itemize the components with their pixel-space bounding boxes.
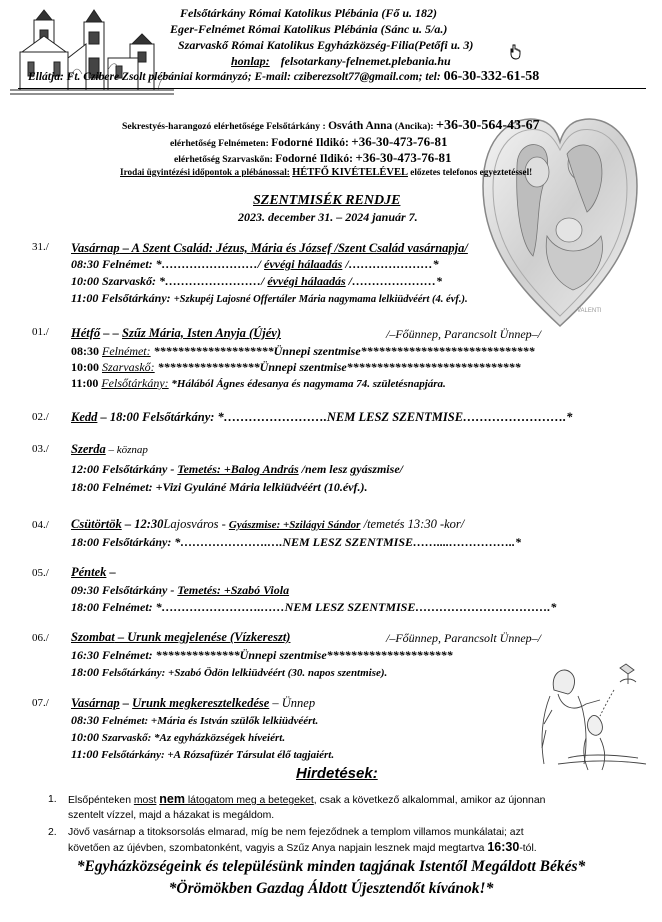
mass-line: [71, 274, 442, 289]
mass-time: 18:00: [71, 665, 99, 679]
day-dash: – –: [100, 326, 123, 340]
feast-name: – A Szent Család: Jézus, Mária és József /Szent Család vasárnapja/: [119, 241, 468, 255]
mass-time: 08:30: [71, 257, 99, 271]
mass-line: [71, 480, 367, 495]
mass-intention: évvégi hálaadás: [264, 257, 343, 271]
ann-text: Elsőpénteken: [68, 795, 134, 806]
sexton-contact: [122, 118, 540, 134]
szarvasko-phone: +36-30-473-76-81: [355, 150, 452, 165]
mass-time: 12:00: [71, 462, 99, 476]
mass-place: Lajosváros -: [163, 517, 229, 531]
funeral-name: Temetés: +Balog András: [177, 462, 299, 476]
mass-line: [71, 713, 318, 728]
mass-text: Felsőtárkány -: [99, 583, 178, 597]
mass-text: Szarvaskő: *……………………/: [99, 274, 268, 288]
day-name: Vasárnap: [71, 241, 120, 255]
felnemet-label: elérhetőség Felnémeten:: [170, 138, 269, 149]
mass-text: Felsőtárkány: *………………….….NEM LESZ SZENTMISE……....……………..*: [99, 535, 522, 549]
office-hours-label: Irodai ügyintézési időpontok a plébánossal:: [120, 167, 290, 177]
mass-place: Felsőtárkány:: [101, 376, 169, 390]
holy-family-image: [477, 106, 643, 332]
mass-intention: *Hálából Ágnes édesanya és nagymama 74. születésnapjára.: [168, 378, 446, 390]
mass-time: – 12:30: [121, 517, 164, 531]
contact-line: [28, 69, 539, 85]
mass-time: 11:00: [71, 291, 99, 305]
mass-time: 10:00: [71, 360, 99, 374]
mass-time: 11:00: [71, 376, 99, 390]
mass-text-tail: /…………………*: [345, 274, 443, 288]
day-number: 04./: [32, 519, 49, 531]
office-hours-note: előzetes telefonos egyeztetéssel!: [410, 167, 533, 177]
day-dash: –: [106, 565, 116, 579]
mass-line: [71, 665, 387, 680]
phone-number: 06-30-332-61-58: [443, 69, 540, 84]
mass-place: Szarvaskő:: [102, 360, 155, 374]
mass-text: Felnémet: +Vizi Gyuláné Mária lelkiüdvéért (10.évf.).: [99, 480, 368, 494]
announcement-number: 1.: [48, 794, 57, 805]
szarvasko-contact: [174, 150, 452, 166]
mass-line: [71, 376, 446, 391]
mass-time: 08:30: [71, 344, 99, 358]
office-hours-exception: HÉTFŐ KIVÉTELÉVEL: [292, 167, 408, 178]
mass-line: [71, 600, 556, 615]
sexton-nick: (Ancika):: [394, 121, 434, 132]
mass-time: 16:30: [71, 648, 99, 662]
sexton-name: Osváth Anna: [328, 120, 393, 132]
feast-name: Szűz Mária, Isten Anyja (Újév): [122, 326, 281, 340]
day-dash: –: [119, 696, 133, 710]
day-title-monday: [71, 326, 281, 341]
mass-text: Felnémet: +Mária és István szülők lelkiüdvéért.: [99, 715, 319, 727]
mass-text: – 18:00 Felsőtárkány: *…………………….NEM LESZ SZENTMISE…………………….*: [97, 410, 573, 424]
mass-text-tail: /nem lesz gyászmise/: [298, 462, 403, 476]
mass-time: 10:00: [71, 730, 99, 744]
day-number: 02./: [32, 411, 49, 423]
felnemet-name: Fodorné Ildikó:: [271, 137, 349, 149]
day-number: 07./: [32, 697, 49, 709]
funeral-note: /temetés 13:30 -kor/: [360, 517, 465, 531]
mass-time: 18:00: [71, 600, 99, 614]
feast-name: Urunk megkeresztelkedése: [132, 696, 270, 710]
day-name: Szerda: [71, 442, 106, 456]
mass-text: Felsőtárkány -: [99, 462, 178, 476]
email-link[interactable]: cziberezsolt77@gmail.com; tel:: [293, 71, 441, 83]
mass-time: 11:00: [71, 747, 99, 761]
ann-text: Jövő vasárnap a titoksorsolás elmarad, míg be nem fejeződnek a templom villamos munkálatai; azt: [68, 827, 524, 838]
day-number: 01./: [32, 326, 49, 338]
day-number: 03./: [32, 443, 49, 455]
mass-text-tail: /…………………*: [342, 257, 439, 271]
funeral-name: Temetés: +Szabó Viola: [177, 583, 290, 597]
mass-intention: évvégi hálaadás: [267, 274, 346, 288]
announcement-number: 2.: [48, 827, 57, 838]
day-title-sunday-2: [71, 696, 315, 711]
feast-rank: /–Főünnep, Parancsolt Ünnep–/: [386, 327, 541, 341]
day-number: 06./: [32, 632, 49, 644]
day-title-sunday: [71, 241, 468, 256]
mass-time: 08:30: [71, 713, 99, 727]
pointer-hand-icon: [508, 44, 522, 60]
sexton-phone: +36-30-564-43-67: [436, 118, 540, 133]
homepage-label: honlap:: [231, 54, 270, 68]
mass-text: Felsőtárkány: +A Rózsafüzér Társulat élő tagjaiért.: [98, 749, 335, 761]
page-title: SZENTMISÉK RENDJE: [253, 193, 401, 208]
day-name: Szombat: [71, 630, 115, 644]
day-number: 31./: [32, 241, 49, 253]
mass-line: [71, 747, 334, 762]
funeral-name: Gyászmise: +Szilágyi Sándor: [228, 519, 361, 531]
day-number: 05./: [32, 567, 49, 579]
homepage-line: [231, 54, 451, 69]
mass-line: [71, 257, 439, 272]
day-title-thursday: [71, 517, 464, 532]
day-name: Csütörtök: [71, 517, 122, 531]
sexton-label: Sekrestyés-harangozó elérhetősége Felsőtárkány :: [122, 121, 326, 132]
day-title-tuesday: [71, 410, 572, 425]
mass-line: [71, 648, 453, 663]
mass-line: [71, 535, 521, 550]
blessing-line-1: *Egyházközségeink és településünk minden tagjának Istentől Megáldott Békés*: [76, 858, 586, 875]
ann-text: követően az újévben, szombatonként, vagyis a Szűz Anya napjain lesznek majd megtartva: [68, 843, 485, 854]
parish-szarvasko: Szarvaskő Római Katolikus Egyházközség-Filia(Petőfi u. 3): [178, 38, 474, 52]
office-hours: [120, 167, 532, 178]
announcement-item-2: [68, 825, 646, 856]
mass-time: 09:30: [71, 583, 99, 597]
szarvasko-label: elérhetőség Szarvaskőn:: [174, 154, 273, 165]
felnemet-phone: +36-30-473-76-81: [351, 134, 448, 149]
feast-name: – Urunk megjelenése (Vízkereszt): [114, 630, 291, 644]
mass-line: [71, 360, 521, 375]
homepage-link[interactable]: felsotarkany-felnemet.plebania.hu: [280, 54, 451, 68]
ann-text: -tól.: [519, 843, 537, 854]
day-title-saturday: [71, 630, 290, 645]
mass-line: [71, 291, 468, 306]
mass-text: Szarvaskő: *Az egyházközségek híveiért.: [99, 732, 286, 744]
mass-text: Felsőtárkány: +Szabó Ödön lelkiüdvéért (30. napos szentmise).: [99, 667, 388, 679]
blessing-line-2: *Örömökben Gazdag Áldott Újesztendőt kívánok!*: [168, 880, 494, 897]
day-title-wednesday: [71, 442, 148, 457]
ellatja-text: Ellátja: Ft. Czibere Zsolt plébániai kormányzó; E-mail:: [28, 71, 291, 83]
baptism-image: [528, 660, 648, 772]
mass-line: [71, 344, 535, 359]
announcements-heading: Hirdetések:: [296, 765, 378, 782]
mass-text: Felnémet: *……………………/: [99, 257, 264, 271]
mass-time: 18:00: [71, 535, 99, 549]
szarvasko-name: Fodorné Ildikó:: [275, 153, 353, 165]
date-range: 2023. december 31. – 2024 január 7.: [238, 210, 418, 224]
mass-text: Felnémet: *…………………….……NEM LESZ SZENTMISE…………………………….*: [99, 600, 557, 614]
announcement-item-1: [68, 792, 644, 823]
feast-rank: – Ünnep: [269, 696, 316, 710]
day-name: Vasárnap: [71, 696, 120, 710]
day-type: – köznap: [105, 444, 148, 456]
parish-felsotarkany: Felsőtárkány Római Katolikus Plébánia (Fő u. 182): [180, 6, 438, 20]
feast-rank: /–Főünnep, Parancsolt Ünnep–/: [386, 631, 541, 645]
mass-line: [71, 462, 403, 477]
mass-line: [71, 730, 285, 745]
ann-emphasis: látogatom meg a betegeket: [184, 795, 314, 806]
felnemet-contact: [170, 134, 448, 150]
day-name: Hétfő: [71, 326, 101, 340]
ann-time: 16:30: [487, 840, 520, 854]
header-divider: [18, 88, 646, 89]
mass-text: *****************Ünnepi szentmise*****************************: [154, 360, 521, 374]
day-name: Péntek: [71, 565, 107, 579]
parish-felnemet: Eger-Felnémet Római Katolikus Plébánia (Sánc u. 5/a.): [170, 22, 448, 36]
mass-text: ********************Ünnepi szentmise*****************************: [150, 344, 535, 358]
ann-text: szentelt vízzel, majd a házakat is megáldom.: [68, 810, 275, 821]
mass-time: 10:00: [71, 274, 99, 288]
day-name: Kedd: [71, 410, 98, 424]
day-title-friday: [71, 565, 116, 580]
mass-intention: +Szkupéj Lajosné Offertáler Mária nagymama lelkiüdvéért (4. évf.).: [173, 294, 468, 305]
ann-emphasis-strong: nem: [159, 792, 185, 806]
mass-time: 18:00: [71, 480, 99, 494]
mass-text: Felnémet: **************Ünnepi szentmise*********************: [99, 648, 453, 662]
mass-line: [71, 583, 289, 598]
mass-place: Felnémet:: [102, 344, 151, 358]
svg-text:VALENTI: VALENTI: [577, 308, 602, 314]
ann-text: , csak a következő alkalommal, amikor az újonnan: [313, 795, 546, 806]
ann-emphasis: most: [133, 795, 157, 806]
mass-text: Felsőtárkány:: [98, 291, 174, 305]
